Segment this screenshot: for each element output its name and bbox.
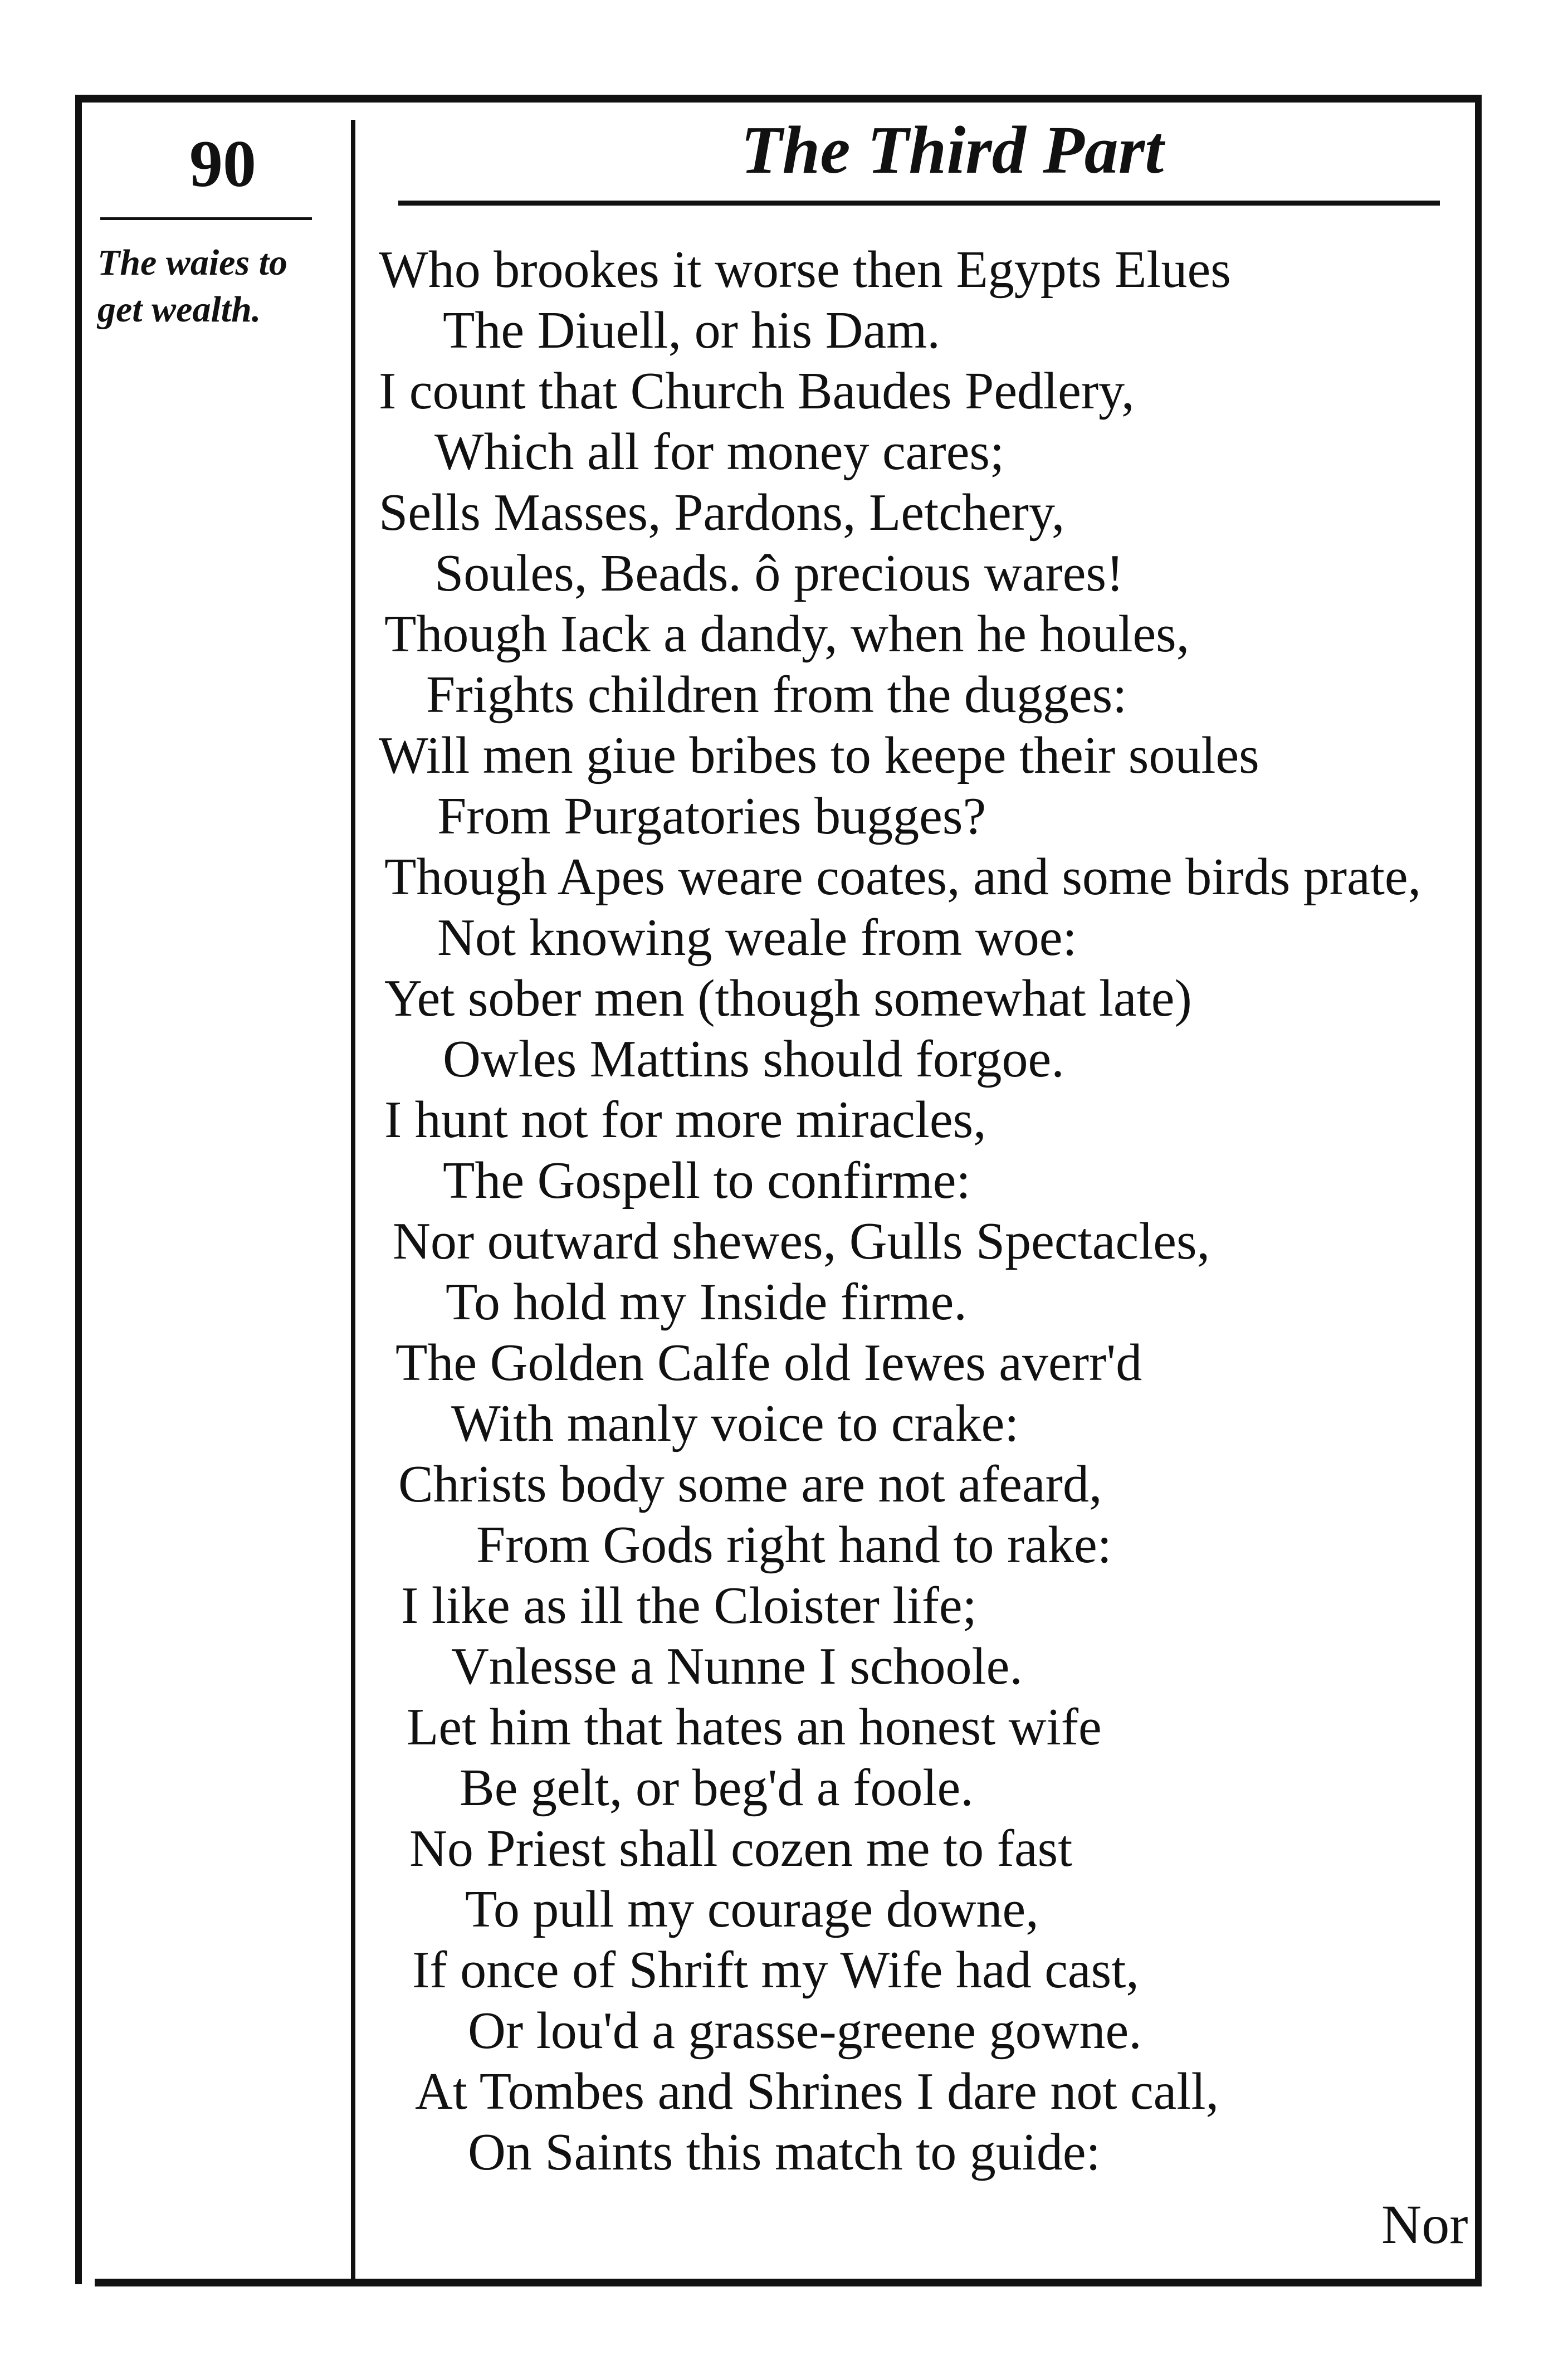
verse-line: The Gospell to confirme: xyxy=(443,1152,971,1210)
verse-line: Nor outward shewes, Gulls Spectacles, xyxy=(393,1212,1210,1270)
frame-bottom-rule xyxy=(95,2279,1482,2286)
verse-line: Owles Mattins should forgoe. xyxy=(443,1030,1064,1088)
verse-line: Sells Masses, Pardons, Letchery, xyxy=(379,484,1065,542)
catchword: Nor xyxy=(1381,2193,1468,2255)
verse-line: I hunt not for more miracles, xyxy=(384,1091,986,1149)
verse-line: Which all for money cares; xyxy=(434,423,1005,481)
verse-line: With manly voice to crake: xyxy=(451,1395,1019,1452)
verse-line: Or lou'd a grasse-greene gowne. xyxy=(468,2002,1142,2060)
verse-line: To hold my Inside firme. xyxy=(446,1273,967,1331)
verse-line: Let him that hates an honest wife xyxy=(407,1698,1102,1756)
verse-line: Vnlesse a Nunne I schoole. xyxy=(451,1637,1023,1695)
margin-note-line: get wealth. xyxy=(97,289,261,330)
frame-top-rule xyxy=(75,95,1479,103)
verse-line: No Priest shall cozen me to fast xyxy=(409,1820,1073,1878)
verse-line: Will men giue bribes to keepe their soules xyxy=(379,727,1259,784)
verse-line: Though Iack a dandy, when he houles, xyxy=(384,605,1190,663)
verse-line: Though Apes weare coates, and some birds prate, xyxy=(384,848,1422,906)
frame-left-rule xyxy=(75,95,82,2284)
verse-line: The Golden Calfe old Iewes averr'd xyxy=(395,1334,1142,1392)
verse-line: From Purgatories bugges? xyxy=(437,787,986,845)
verse-line: On Saints this match to guide: xyxy=(468,2123,1101,2181)
frame-right-rule xyxy=(1475,95,1482,2284)
verse-line: Christs body some are not afeard, xyxy=(398,1455,1102,1513)
text-header-rule xyxy=(398,201,1440,206)
verse-line: If once of Shrift my Wife had cast, xyxy=(412,1941,1139,1999)
verse-line: Who brookes it worse then Egypts Elues xyxy=(379,241,1231,299)
margin-header-rule xyxy=(100,217,312,220)
verse-line: Be gelt, or beg'd a foole. xyxy=(460,1759,974,1817)
verse-line: Not knowing weale from woe: xyxy=(437,909,1077,967)
verse-line: The Diuell, or his Dam. xyxy=(443,301,940,359)
verse-line: Yet sober men (though somewhat late) xyxy=(384,969,1192,1027)
verse-line: At Tombes and Shrines I dare not call, xyxy=(415,2063,1219,2120)
verse-line: Frights children from the dugges: xyxy=(426,666,1127,724)
verse-line: Soules, Beads. ô precious wares! xyxy=(434,544,1124,602)
verse-line: I count that Church Baudes Pedlery, xyxy=(379,362,1135,420)
page-number: 90 xyxy=(189,126,256,201)
margin-note-line: The waies to xyxy=(97,242,287,283)
verse-line: From Gods right hand to rake: xyxy=(476,1516,1112,1574)
verse-line: To pull my courage downe, xyxy=(465,1880,1039,1938)
verse-line: I like as ill the Cloister life; xyxy=(401,1577,977,1635)
column-divider-rule xyxy=(351,120,355,2279)
margin-note xyxy=(97,240,343,333)
running-head: The Third Part xyxy=(741,113,1164,188)
